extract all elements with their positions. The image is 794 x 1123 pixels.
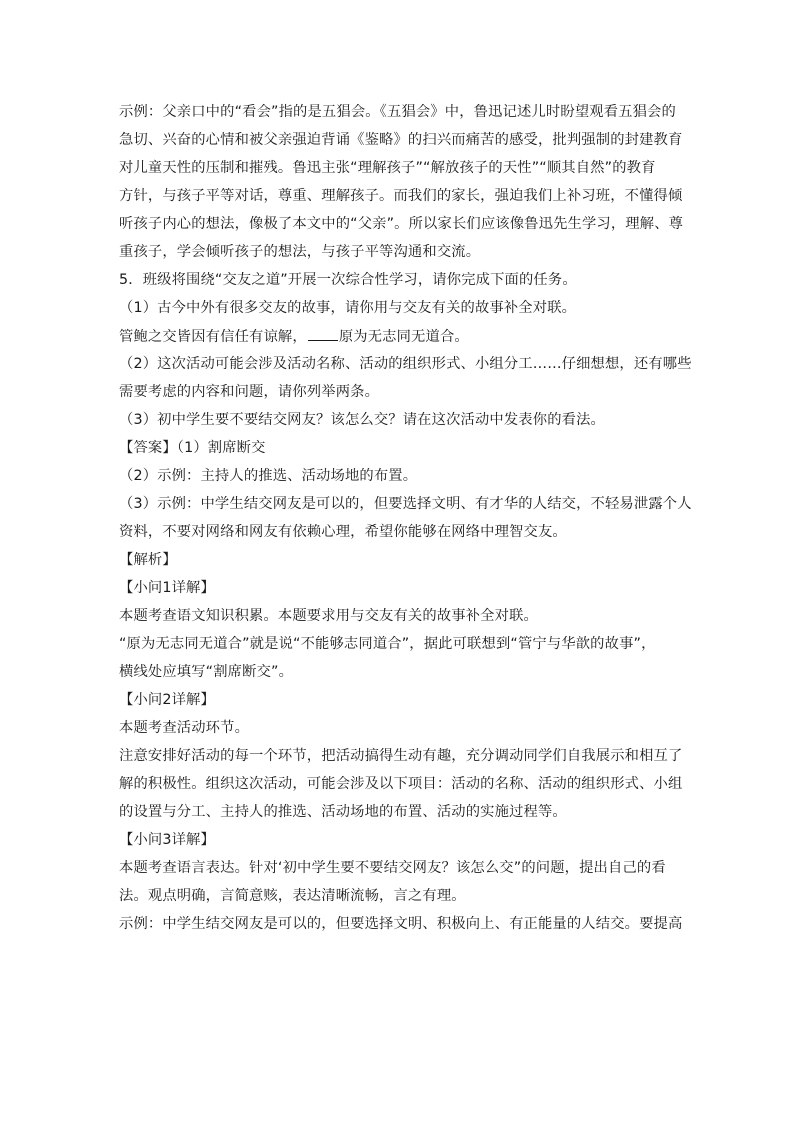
text-line: 本题考查活动环节。 [119, 720, 250, 736]
text-line: 解的积极性。组织这次活动，可能会涉及以下项目：活动的名称、活动的组织形式、小组 [119, 776, 683, 792]
text-line: 示例：父亲口中的“看会”指的是五猖会。《五猖会》中，鲁迅记述儿时盼望观看五猖会的 [119, 104, 676, 120]
question-heading: 5．班级将围绕“交友之道”开展一次综合性学习，请你完成下面的任务。 [119, 272, 577, 288]
text-line: “原为无志同无道合”就是说“不能够志同道合”，据此可联想到“管宁与华歆的故事”， [119, 636, 656, 652]
text-line: 示例：中学生结交网友是可以的，但要选择文明、积极向上、有正能量的人结交。要提高 [119, 916, 683, 932]
text-line: 需要考虑的内容和问题，请你列举两条。 [119, 384, 380, 400]
couplet-line [119, 326, 679, 347]
couplet-second-half: 原为无志同无道合。 [338, 329, 469, 345]
answer-line: （3）示例：中学生结交网友是可以的，但要选择文明、有才华的人结交，不轻易泄露个人 [119, 496, 692, 512]
text-line: 重孩子，学会倾听孩子的想法，与孩子平等沟通和交流。 [119, 244, 481, 260]
text-line: 的设置与分工、主持人的推选、活动场地的布置、活动的实施过程等。 [119, 804, 567, 820]
answer-line: （2）示例：主持人的推选、活动场地的布置。 [119, 468, 418, 484]
sub-question: （3）初中学生要不要结交网友？该怎么交？请在这次活动中发表你的看法。 [119, 412, 605, 428]
text-line: 听孩子内心的想法，像极了本文中的“父亲”。所以家长们应该像鲁迅先生学习，理解、尊 [119, 216, 684, 232]
sub-question: （2）这次活动可能会涉及活动名称、活动的组织形式、小组分工……仔细想想，还有哪些 [119, 356, 692, 372]
text-line: 急切、兴奋的心情和被父亲强迫背诵《鉴略》的扫兴而痛苦的感受，批判强制的封建教育 [119, 132, 683, 148]
text-line: 横线处应填写“割席断交”。 [119, 664, 294, 680]
sub-analysis-heading: 【小问3详解】 [119, 832, 215, 848]
sub-question: （1）古今中外有很多交友的故事，请你用与交友有关的故事补全对联。 [119, 300, 577, 316]
text-line: 方针，与孩子平等对话，尊重、理解孩子。而我们的家长，强迫我们上补习班，不懂得倾 [119, 188, 683, 204]
analysis-heading: 【解析】 [119, 552, 177, 568]
answer-heading: 【答案】（1）割席断交 [119, 440, 266, 456]
text-line: 法。观点明确，言简意赅，表达清晰流畅，言之有理。 [119, 888, 466, 904]
sub-analysis-heading: 【小问1详解】 [119, 580, 215, 596]
text-line: 对儿童天性的压制和摧残。鲁迅主张“理解孩子”“解放孩子的天性”“顺其自然”的教育 [119, 160, 656, 176]
sub-analysis-heading: 【小问2详解】 [119, 692, 215, 708]
couplet-first-half: 管鲍之交皆因有信任有谅解， [119, 329, 307, 345]
text-line: 注意安排好活动的每一个环节，把活动搞得生动有趣，充分调动同学们自我展示和相互了 [119, 748, 683, 764]
text-line: 本题考查语言表达。针对‘初中学生要不要结交网友？该怎么交”的问题，提出自己的看 [119, 860, 666, 876]
answer-blank [308, 326, 338, 341]
answer-line: 资料，不要对网络和网友有依赖心理，希望你能够在网络中理智交友。 [119, 524, 567, 540]
text-line: 本题考查语文知识积累。本题要求用与交友有关的故事补全对联。 [119, 608, 538, 624]
